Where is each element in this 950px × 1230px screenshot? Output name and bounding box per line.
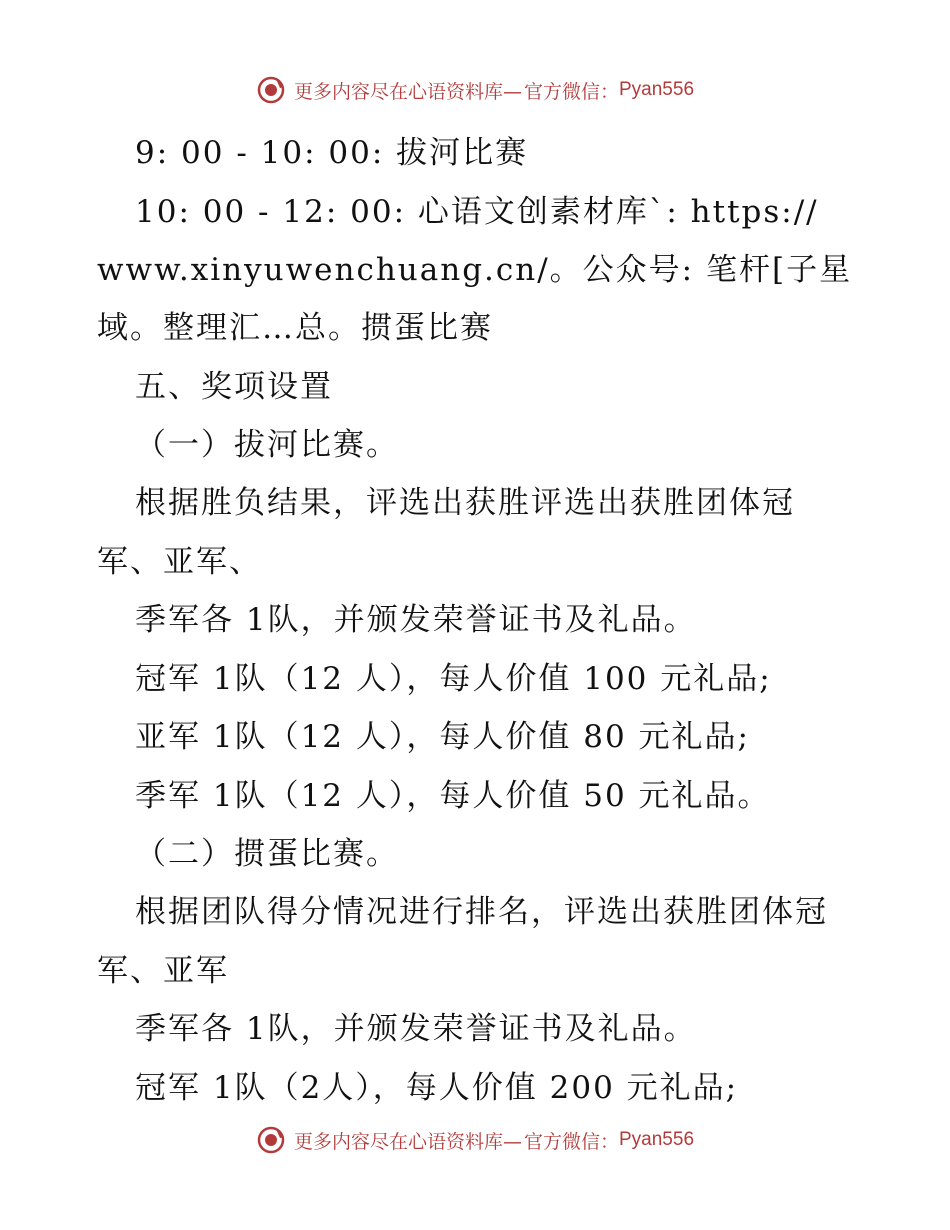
subsection-heading: （一）拔河比赛。 — [135, 427, 399, 463]
watermark-wechat-id: Pyan556 — [619, 1129, 695, 1150]
watermark-header — [0, 70, 950, 110]
watermark-suffix: 官方微信： — [523, 1130, 619, 1153]
watermark-suffix: 官方微信： — [523, 80, 619, 103]
body-line: www.xinyuwenchuang.cn/。公众号: 笔杆[子星 — [97, 252, 853, 288]
watermark-text: 更多内容尽在心语资料库— — [293, 80, 522, 103]
body-line: 亚军 1队（12 人），每人价值 80 元礼品; — [135, 719, 750, 755]
watermark-text: 更多内容尽在心语资料库— — [293, 1130, 522, 1153]
seal-logo-icon — [256, 1125, 286, 1155]
body-line: 季军各 1队，并颁发荣誉证书及礼品。 — [135, 602, 697, 638]
body-line: 10: 00 - 12: 00: 心语文创素材库`: https:// — [135, 194, 819, 230]
body-line: 根据团队得分情况进行排名，评选出获胜团体冠 — [135, 894, 828, 930]
seal-logo-icon — [256, 75, 286, 105]
body-line: 冠军 1队（12 人），每人价值 100 元礼品; — [135, 661, 772, 697]
body-line: 季军 1队（12 人），每人价值 50 元礼品。 — [135, 778, 771, 814]
body-line: 军、亚军 — [97, 953, 229, 989]
watermark-footer — [0, 1120, 950, 1160]
body-line: 军、亚军、 — [97, 544, 262, 580]
watermark-wechat-id: Pyan556 — [619, 79, 695, 100]
body-line: 域。整理汇…总。掼蛋比赛 — [97, 310, 493, 346]
subsection-heading: （二）掼蛋比赛。 — [135, 836, 399, 872]
section-heading: 五、奖项设置 — [135, 369, 333, 405]
body-line: 9: 00 - 10: 00: 拔河比赛 — [135, 135, 529, 171]
body-line: 冠军 1队（2人），每人价值 200 元礼品; — [135, 1070, 739, 1106]
body-line: 根据胜负结果，评选出获胜评选出获胜团体冠 — [135, 485, 795, 521]
body-line: 季军各 1队，并颁发荣誉证书及礼品。 — [135, 1011, 697, 1047]
